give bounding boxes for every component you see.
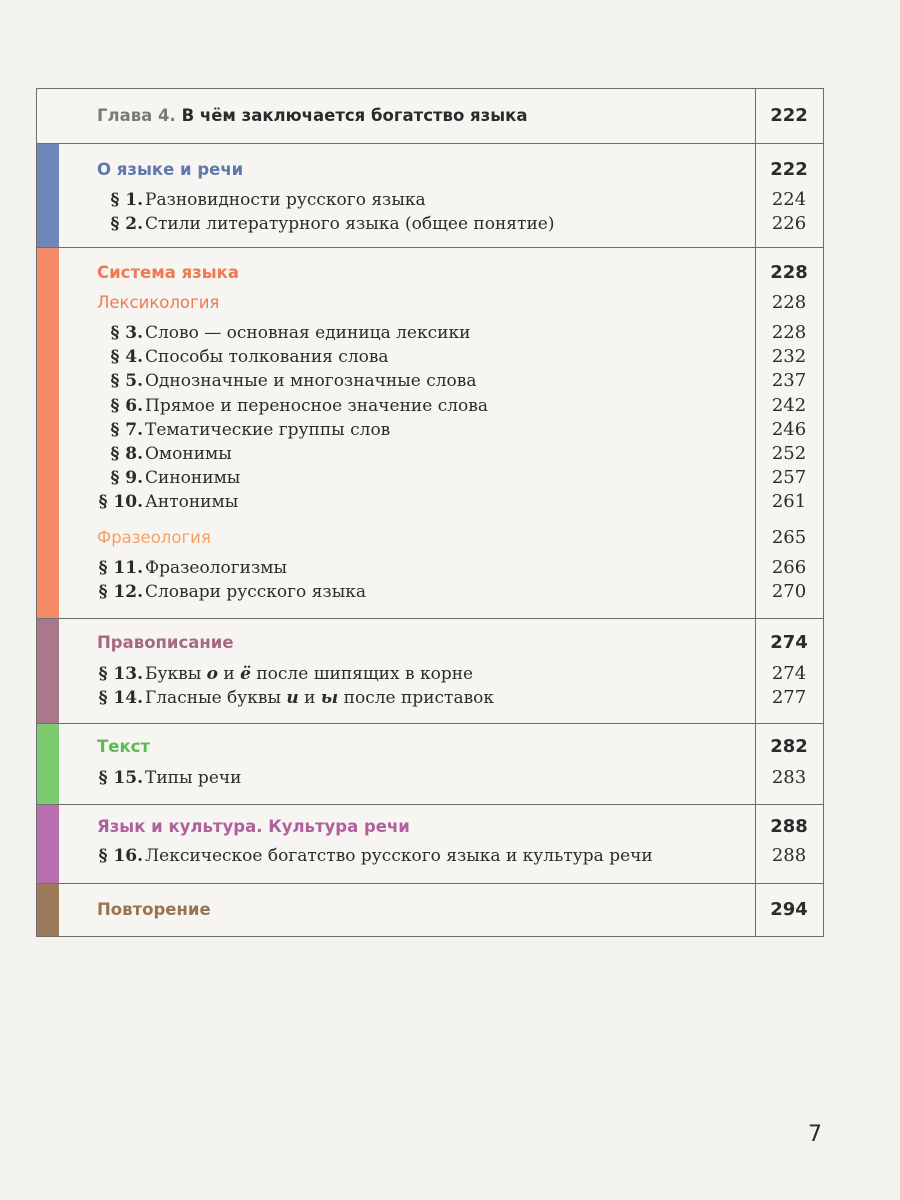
section-text (37, 724, 823, 805)
page-ref: 277 (771, 687, 807, 708)
paragraph-number: § 9. (110, 468, 143, 488)
page-ref: 288 (771, 845, 807, 866)
toc-item[interactable] (37, 662, 823, 686)
toc-item[interactable] (37, 188, 823, 212)
paragraph-number: § 8. (110, 444, 143, 464)
page-ref: 226 (771, 213, 807, 234)
item-title: Разновидности русского языка (145, 190, 426, 210)
page-ref: 288 (770, 816, 808, 837)
toc-item[interactable] (37, 580, 823, 604)
title-part: после шипящих в корне (250, 664, 474, 684)
page-ref: 294 (770, 899, 808, 920)
section-heading: Язык и культура. Культура речи (97, 817, 410, 836)
toc-item[interactable] (37, 212, 823, 236)
section-heading-row[interactable] (37, 898, 823, 922)
page-number: 7 (808, 1122, 822, 1147)
page-ref: 265 (771, 527, 807, 548)
toc-item[interactable] (37, 466, 823, 490)
title-part: Гласные буквы (145, 688, 287, 708)
paragraph-number: § 11. (98, 558, 143, 578)
paragraph-number: § 1. (110, 190, 143, 210)
page-ref: 274 (770, 632, 808, 653)
title-part: и (298, 688, 321, 708)
subsection-heading: Фразеология (97, 528, 211, 547)
paragraph-number: § 14. (98, 688, 143, 708)
page-ref: 224 (771, 189, 807, 210)
item-title (145, 662, 473, 686)
item-title: Омонимы (145, 444, 232, 464)
subsection-heading-row[interactable] (37, 526, 823, 550)
section-language-system (37, 248, 823, 619)
subsection-heading: Лексикология (97, 293, 220, 312)
toc-item[interactable] (37, 490, 823, 514)
section-spelling (37, 619, 823, 724)
paragraph-number: § 3. (110, 323, 143, 343)
page-ref: 266 (771, 557, 807, 578)
toc-item[interactable] (37, 442, 823, 466)
section-heading-row[interactable] (37, 261, 823, 285)
page-ref: 246 (771, 419, 807, 440)
item-title: Слово — основная единица лексики (145, 323, 471, 343)
page-ref: 242 (771, 395, 807, 416)
item-title: Прямое и переносное значение слова (145, 396, 488, 416)
toc-item[interactable] (37, 321, 823, 345)
item-title: Лексическое богатство русского языка и культура речи (145, 846, 653, 866)
title-letter: ё (240, 664, 251, 684)
page-ref: 222 (770, 159, 808, 180)
section-language-culture (37, 805, 823, 884)
paragraph-number: § 12. (98, 582, 143, 602)
page-ref: 283 (771, 767, 807, 788)
page-ref: 228 (771, 322, 807, 343)
chapter-header (37, 89, 823, 144)
item-title: Стили литературного языка (общее понятие) (145, 214, 555, 234)
toc-item[interactable] (37, 418, 823, 442)
toc-item[interactable] (37, 556, 823, 580)
subsection-heading-row[interactable] (37, 291, 823, 315)
section-language-speech (37, 144, 823, 248)
title-part: после приставок (338, 688, 495, 708)
section-review (37, 884, 823, 936)
page-ref: 274 (771, 663, 807, 684)
section-heading: Правописание (97, 633, 234, 652)
title-letter: ы (320, 688, 339, 708)
section-heading: Текст (97, 737, 150, 756)
title-part: Буквы (145, 664, 207, 684)
section-heading: Система языка (97, 263, 240, 282)
page-ref: 261 (771, 491, 807, 512)
page-ref: 232 (771, 346, 807, 367)
item-title: Типы речи (145, 768, 242, 788)
item-title: Способы толкования слова (145, 347, 389, 367)
page-ref: 270 (771, 581, 807, 602)
item-title: Фразеологизмы (145, 558, 287, 578)
paragraph-number: § 4. (110, 347, 143, 367)
toc-item[interactable] (37, 369, 823, 393)
paragraph-number: § 16. (98, 846, 143, 866)
toc-item[interactable] (37, 686, 823, 710)
item-title: Словари русского языка (145, 582, 366, 602)
section-heading-row[interactable] (37, 158, 823, 182)
paragraph-number: § 7. (110, 420, 143, 440)
chapter-row[interactable] (37, 104, 823, 128)
item-title: Антонимы (145, 492, 239, 512)
page-ref: 228 (770, 262, 808, 283)
page-ref: 228 (771, 292, 807, 313)
item-title (145, 686, 494, 710)
toc-item[interactable] (37, 844, 823, 868)
item-title: Синонимы (145, 468, 241, 488)
title-letter: о (206, 664, 218, 684)
section-heading-row[interactable] (37, 815, 823, 839)
paragraph-number: § 6. (110, 396, 143, 416)
page-ref: 257 (771, 467, 807, 488)
paragraph-number: § 10. (98, 492, 143, 512)
paragraph-number: § 15. (98, 768, 143, 788)
section-heading-row[interactable] (37, 631, 823, 655)
chapter-title: В чём заключается богатство языка (181, 106, 528, 125)
chapter-label: Глава 4. (97, 106, 176, 125)
paragraph-number: § 5. (110, 371, 143, 391)
item-title: Тематические группы слов (145, 420, 391, 440)
page-ref: 252 (771, 443, 807, 464)
page-ref: 282 (770, 736, 808, 757)
page-ref: 222 (770, 105, 808, 126)
page-ref: 237 (771, 370, 807, 391)
item-title: Однозначные и многозначные слова (145, 371, 477, 391)
paragraph-number: § 2. (110, 214, 143, 234)
toc-item[interactable] (37, 394, 823, 418)
section-heading: О языке и речи (97, 160, 244, 179)
toc-item[interactable] (37, 345, 823, 369)
section-heading: Повторение (97, 900, 211, 919)
paragraph-number: § 13. (98, 664, 143, 684)
toc-item[interactable] (37, 766, 823, 790)
title-letter: и (286, 688, 299, 708)
title-part: и (217, 664, 241, 684)
section-heading-row[interactable] (37, 735, 823, 759)
table-of-contents (36, 88, 824, 937)
